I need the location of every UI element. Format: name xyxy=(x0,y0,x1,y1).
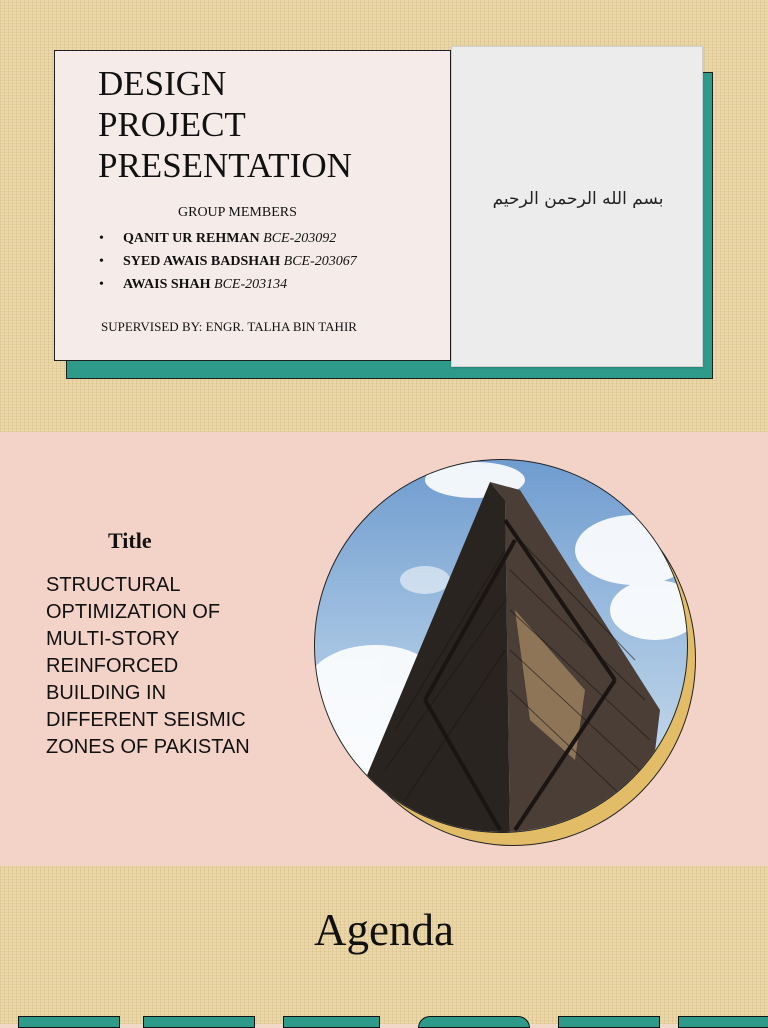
project-title-line: ZONES OF PAKISTAN xyxy=(46,736,250,758)
project-title xyxy=(46,572,306,761)
slide-project-title xyxy=(0,432,768,866)
member-name: AWAIS SHAH xyxy=(123,277,211,292)
member-code: BCE-203134 xyxy=(214,277,288,292)
slide-title xyxy=(0,0,768,432)
members-heading: GROUP MEMBERS xyxy=(178,205,297,220)
agenda-bar xyxy=(143,1016,255,1028)
title-line: PROJECT xyxy=(98,105,246,144)
calligraphy-text: بسم الله الرحمن الرحيم xyxy=(492,189,664,209)
agenda-bar xyxy=(283,1016,380,1028)
project-title-line: DIFFERENT SEISMIC xyxy=(46,709,246,731)
title-line: PRESENTATION xyxy=(98,146,352,185)
member-item: • SYED AWAIS BADSHAH BCE-203067 xyxy=(99,254,357,269)
agenda-bar xyxy=(558,1016,660,1028)
skyscraper-illustration xyxy=(315,460,688,833)
project-title-line: REINFORCED xyxy=(46,655,179,677)
slide-agenda xyxy=(0,866,768,1024)
project-title-line: MULTI-STORY xyxy=(46,628,180,650)
member-item: • AWAIS SHAH BCE-203134 xyxy=(99,277,288,292)
member-item: • QANIT UR REHMAN BCE-203092 xyxy=(99,231,337,246)
calligraphy-card xyxy=(451,46,703,367)
title-label: Title xyxy=(108,528,152,553)
presentation-title xyxy=(98,63,352,186)
skyscraper-photo xyxy=(314,459,688,833)
member-code: BCE-203067 xyxy=(283,254,357,269)
member-name: QANIT UR REHMAN xyxy=(123,231,260,246)
project-title-line: BUILDING IN xyxy=(46,682,167,704)
agenda-bar xyxy=(678,1016,768,1028)
project-title-line: OPTIMIZATION OF xyxy=(46,601,221,623)
agenda-bar xyxy=(18,1016,120,1028)
project-title-line: STRUCTURAL xyxy=(46,574,181,596)
member-code: BCE-203092 xyxy=(263,231,337,246)
member-name: SYED AWAIS BADSHAH xyxy=(123,254,281,269)
title-card xyxy=(54,50,451,361)
title-line: DESIGN xyxy=(98,64,227,103)
agenda-bar xyxy=(418,1016,530,1028)
agenda-heading: Agenda xyxy=(314,905,454,955)
supervisor-text: SUPERVISED BY: ENGR. TALHA BIN TAHIR xyxy=(101,319,357,334)
members-list xyxy=(99,227,357,296)
